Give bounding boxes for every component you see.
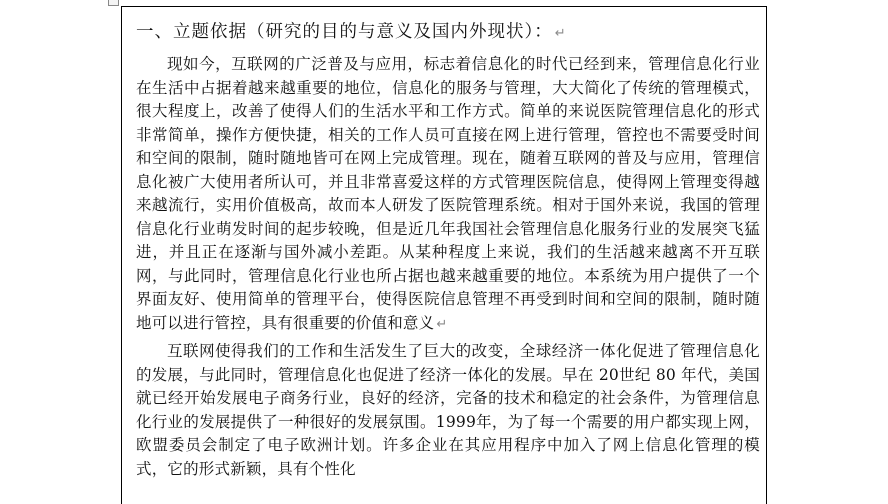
paragraph-mark-icon: ↵ <box>554 26 567 41</box>
body-paragraph <box>136 53 760 336</box>
paragraph-mark-icon: ↵ <box>436 316 448 332</box>
paragraph-text: 互联网使得我们的工作和生活发生了巨大的改变，全球经济一体化促进了管理信息化的发展，与此同时，管理信息化也促进了经济一体化的发展。早在 20世纪 80 年代，美国就已经开始发展电子商务行业，良好的经济，完备的技术和稳定的社会条件，为管理信息化行业的发展提供了一种很好的发展氛围。1999年，为了每一个需要的用户都实现上网，欧盟委员会制定了电子欧洲计划。许多企业在其应用程序中加入了网上信息化管理的模式，它的形式新颖，具有个性化 <box>136 342 760 478</box>
body-paragraph <box>136 340 760 481</box>
table-move-handle[interactable] <box>108 0 119 6</box>
document-page <box>121 6 767 504</box>
paragraph-text: 现如今，互联网的广泛普及与应用，标志着信息化的时代已经到来，管理信息化行业在生活中占据着越来越重要的地位，信息化的服务与管理，大大简化了传统的管理模式，很大程度上，改善了使得人们的生活水平和工作方式。简单的来说医院管理信息化的形式非常简单，操作方便快捷，相关的工作人员可直接在网上进行管理，管控也不需要受时间和空间的限制，随时随地皆可在网上完成管理。现在，随着互联网的普及与应用，管理信息化被广大使用者所认可，并且非常喜爱这样的方式管理医院信息，使得网上管理变得越来越流行，实用价值极高，故而本人研发了医院管理系统。相对于国外来说，我国的管理信息化行业萌发时间的起步较晚，但是近几年我国社会管理信息化服务行业的发展突飞猛进，并且正在逐渐与国外减小差距。从某种程度上来说，我们的生活越来越离不开互联网，与此同时，管理信息化行业也所占据也越来越重要的地位。本系统为用户提供了一个界面友好、使用简单的管理平台，使得医院信息管理不再受到时间和空间的限制，随时随地可以进行管控，具有很重要的价值和意义 <box>136 55 760 332</box>
section-heading-text: 一、立题依据（研究的目的与意义及国内外现状）： <box>136 22 553 42</box>
section-heading <box>136 19 760 47</box>
